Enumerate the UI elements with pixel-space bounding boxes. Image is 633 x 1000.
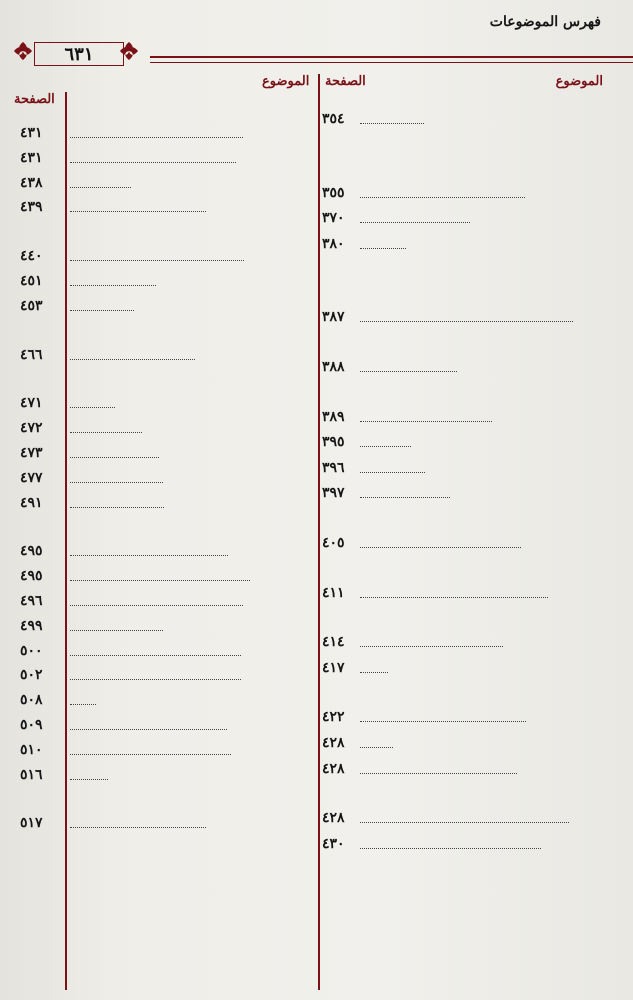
dotted-leader [70,827,206,828]
toc-page-number: ٤٦٦ [20,346,43,363]
dotted-leader [360,547,521,548]
toc-page-number: ٤٧٧ [20,469,43,486]
dotted-leader [70,655,241,656]
dotted-leader [70,482,163,483]
toc-page-number: ٤٩٥ [20,543,43,560]
toc-page-number: ٣٩٥ [322,434,345,451]
toc-page-number: ٤٢٨ [322,760,345,777]
header-rule-thin [150,62,633,63]
toc-page-number: ٤٣٨ [20,174,43,191]
toc-page-number: ٣٥٤ [322,111,345,127]
toc-page-number: ٥١٧ [20,815,43,832]
page-number: ٦٣١ [34,42,124,66]
toc-page-number: ٤٩١ [20,494,43,511]
toc-page-number: ٤١٧ [322,659,345,676]
toc-page-number: ٤١١ [322,584,345,601]
dotted-leader [70,407,115,408]
toc-page-number: ٤٠٥ [322,535,345,551]
toc-page-number: ٣٩٧ [322,485,345,502]
dotted-leader [70,162,236,163]
dotted-leader [360,773,517,774]
dotted-leader [70,555,228,556]
toc-page-number: ٣٨٩ [322,408,345,425]
toc-page-number: ٣٨٠ [322,235,345,252]
dotted-leader [360,371,457,372]
toc-page-number: ٤٩٦ [20,593,43,609]
toc-page-number: ٤٩٩ [20,617,43,634]
dotted-leader [360,672,388,673]
toc-page-number: ٤٢٨ [322,735,345,751]
dotted-leader [70,729,227,730]
toc-page-number: ٥٠٩ [20,717,43,733]
toc-page-number: ٤٤٠ [20,248,43,265]
toc-page-number: ٤٣٠ [322,835,345,852]
dotted-leader [70,359,195,360]
toc-page-number: ٤٧١ [20,395,43,412]
dotted-leader [70,630,163,631]
header-rule [150,56,633,58]
toc-page-number: ٤٥١ [20,273,43,289]
toc-page-number: ٣٨٨ [322,359,345,375]
dotted-leader [360,497,450,498]
right-page-header: الصفحة [325,74,366,89]
toc-page-number: ٤٣١ [20,125,43,141]
toc-page-number: ٥١٠ [20,741,43,758]
left-page-header: الصفحة [14,92,55,107]
column-divider-right [318,74,320,990]
toc-page-number: ٤١٤ [322,634,345,651]
dotted-leader [360,421,492,422]
dotted-leader [70,507,164,508]
dotted-leader [70,137,243,138]
toc-page-number: ٤٩٥ [20,568,43,585]
dotted-leader [360,597,548,598]
toc-page-number: ٣٩٦ [322,459,345,476]
left-topic-header: الموضوع [262,74,310,89]
dotted-leader [70,432,142,433]
dotted-leader [360,848,541,849]
toc-page-number: ٥٠٠ [20,642,43,659]
dotted-leader [360,248,406,249]
toc-page-number: ٤٣١ [20,149,43,166]
toc-page-number: ٥١٦ [20,766,43,783]
toc-page-number: ٤٢٢ [322,709,345,726]
page-header-title: فهرس الموضوعات [489,14,601,30]
toc-page-number: ٣٨٧ [322,309,345,326]
dotted-leader [360,446,411,447]
dotted-leader [360,222,470,223]
toc-page-number: ٥٠٢ [20,667,43,684]
toc-page-number: ٤٥٣ [20,297,43,314]
dotted-leader [70,187,131,188]
dotted-leader [360,646,503,647]
dotted-leader [70,457,159,458]
dotted-leader [360,822,569,823]
dotted-leader [70,704,96,705]
dotted-leader [70,754,231,755]
ornament-right-icon [118,40,140,62]
dotted-leader [70,779,108,780]
toc-page-number: ٥٠٨ [20,692,43,709]
toc-page-number: ٤٧٢ [20,420,43,437]
dotted-leader [360,321,573,322]
dotted-leader [360,721,526,722]
toc-page-number: ٤٢٨ [322,810,345,827]
toc-page-number: ٤٧٣ [20,445,43,461]
toc-page-number: ٤٣٩ [20,199,43,216]
toc-page-number: ٣٥٥ [322,184,345,201]
dotted-leader [70,580,250,581]
dotted-leader [70,679,241,680]
dotted-leader [70,310,134,311]
dotted-leader [360,123,424,124]
ornament-left-icon [12,40,34,62]
column-divider-left [65,92,67,990]
dotted-leader [360,197,525,198]
dotted-leader [70,211,206,212]
right-topic-header: الموضوع [555,74,603,89]
dotted-leader [70,285,156,286]
dotted-leader [360,472,425,473]
dotted-leader [70,605,243,606]
dotted-leader [360,747,393,748]
dotted-leader [70,260,244,261]
toc-page-number: ٣٧٠ [322,210,345,227]
